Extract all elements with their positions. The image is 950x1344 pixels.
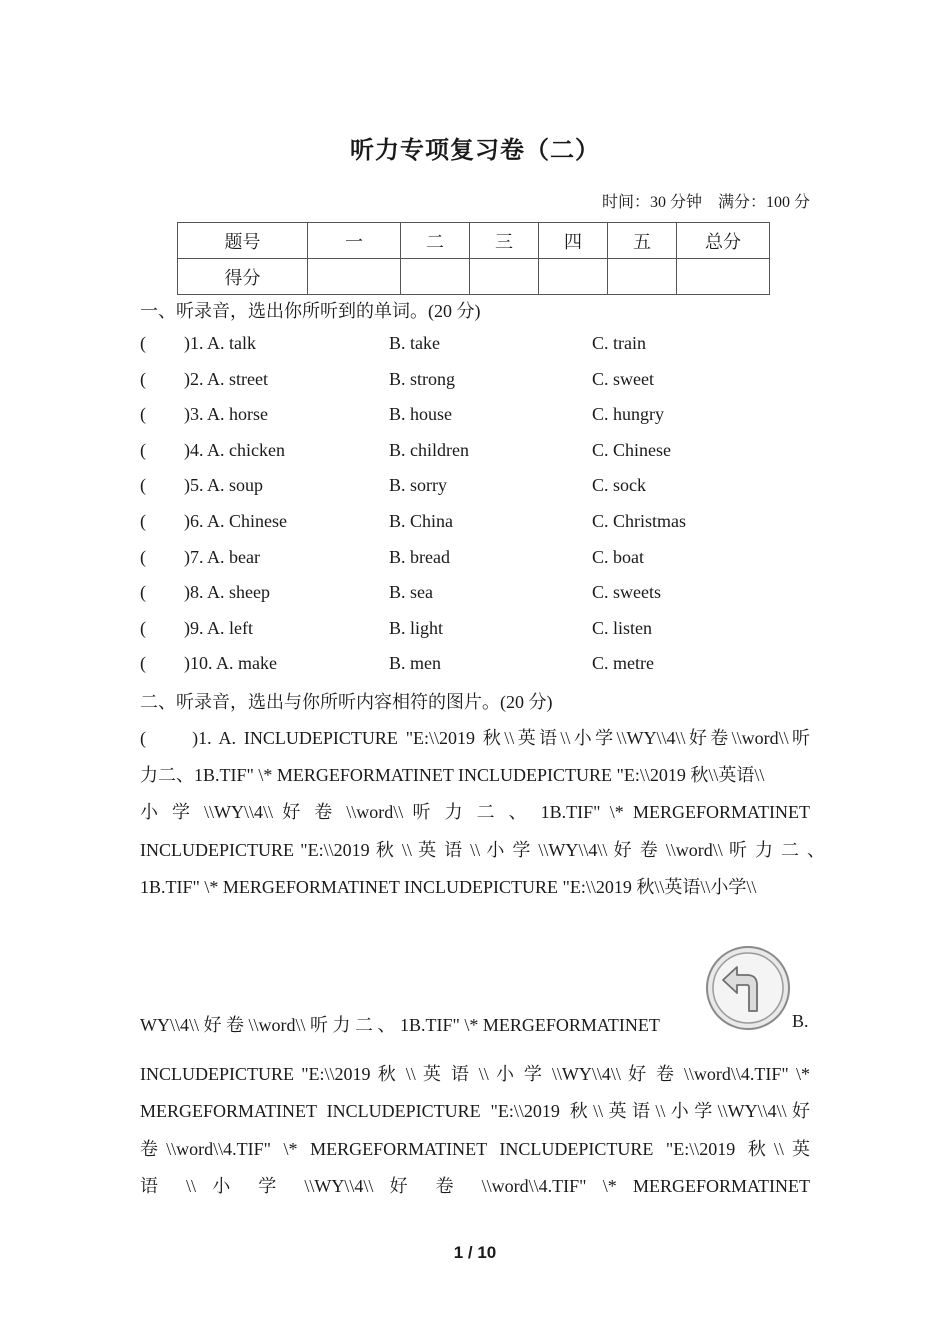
option-a: )5. A. soup	[184, 475, 264, 496]
section2-line: 1B.TIF" \* MERGEFORMATINET INCLUDEPICTURE "E:\\2019 秋\\英语\\小学\\	[140, 877, 757, 897]
score-cell: 四	[539, 223, 608, 259]
score-input-cell[interactable]	[677, 259, 770, 295]
section2-line: 语 \\ 小 学 \\WY\\4\\ 好 卷 \\word\\4.TIF" \* MERGEFORMATINET	[140, 1176, 810, 1196]
score-cell: 题号	[178, 223, 308, 259]
section2-line: 卷\\word\\4.TIF" \* MERGEFORMATINET INCLUDEPICTURE "E:\\2019 秋\\英	[140, 1139, 810, 1159]
option-a: )10. A. make	[184, 653, 277, 674]
answer-paren[interactable]: (	[140, 439, 146, 460]
answer-paren[interactable]: (	[140, 404, 146, 425]
option-c: C. Chinese	[592, 439, 671, 460]
option-a: )4. A. chicken	[184, 439, 285, 460]
section1-heading: 一、听录音，选出你所听到的单词。(20 分)	[140, 301, 481, 321]
option-c: C. Christmas	[592, 511, 687, 531]
option-c: C. sweet	[592, 368, 654, 389]
option-c: C. hungry	[592, 404, 664, 425]
page-number: 1 / 10	[453, 1243, 497, 1262]
option-b: B. children	[389, 439, 469, 460]
option-b: B. men	[389, 653, 441, 674]
score-input-cell[interactable]	[539, 259, 608, 295]
option-c: C. train	[592, 333, 646, 353]
score-input-cell[interactable]	[308, 259, 401, 295]
section2-line: ( )1. A. INCLUDEPICTURE "E:\\2019 秋\\英语\\小学\\WY\\4\\好卷\\word\\听	[140, 728, 810, 748]
question-row	[140, 511, 820, 537]
score-cell: 三	[470, 223, 539, 259]
option-b: B. bread	[389, 546, 450, 567]
section2-line: 小 学 \\WY\\4\\ 好 卷 \\word\\ 听 力 二 、 1B.TIF" \* MERGEFORMATINET	[140, 802, 810, 822]
question-row	[140, 369, 820, 395]
question-row	[140, 475, 820, 501]
section2-line: MERGEFORMATINET INCLUDEPICTURE "E:\\2019 秋\\英语\\小学\\WY\\4\\好	[140, 1101, 810, 1121]
question-row	[140, 618, 820, 644]
option-b: B. take	[389, 333, 440, 353]
answer-paren[interactable]: (	[140, 511, 146, 531]
answer-paren[interactable]: (	[140, 368, 146, 389]
option-c: C. sock	[592, 475, 646, 496]
option-b: B. China	[389, 511, 454, 531]
question-row	[140, 404, 820, 430]
score-cell: 总分	[677, 223, 770, 259]
score-table-score-row	[178, 259, 770, 295]
section2-line: WY\\4\\ 好 卷 \\word\\ 听 力 二 、 1B.TIF" \* MERGEFORMATINET	[140, 1015, 660, 1035]
option-b: B. light	[389, 617, 444, 638]
option-a: )8. A. sheep	[184, 582, 270, 603]
section2-line: 力二、1B.TIF" \* MERGEFORMATINET INCLUDEPICTURE "E:\\2019 秋\\英语\\	[140, 765, 765, 785]
section2-line: INCLUDEPICTURE "E:\\2019 秋 \\ 英 语 \\ 小 学 \\WY\\4\\ 好 卷 \\word\\ 听 力 二 、	[140, 840, 825, 860]
answer-paren[interactable]: (	[140, 617, 146, 638]
score-label-cell: 得分	[178, 259, 308, 295]
option-c: C. sweets	[592, 582, 661, 603]
score-input-cell[interactable]	[401, 259, 470, 295]
page-title: 听力专项复习卷（二）	[350, 138, 600, 164]
option-b: B. strong	[389, 368, 456, 389]
question-row	[140, 582, 820, 608]
option-c: C. metre	[592, 653, 654, 674]
section2-line: INCLUDEPICTURE "E:\\2019 秋 \\ 英 语 \\ 小 学 \\WY\\4\\ 好 卷 \\word\\4.TIF" \*	[140, 1064, 810, 1084]
option-a: )1. A. talk	[184, 333, 256, 353]
option-a: )9. A. left	[184, 617, 253, 638]
score-cell: 五	[608, 223, 677, 259]
section2-heading: 二、听录音，选出与你所听内容相符的图片。(20 分)	[140, 692, 553, 712]
answer-paren[interactable]: (	[140, 333, 146, 353]
turn-left-sign-icon	[705, 945, 791, 1031]
time-info: 时间：30 分钟 满分：100 分	[601, 194, 810, 211]
option-c: C. boat	[592, 546, 644, 567]
score-input-cell[interactable]	[470, 259, 539, 295]
option-a: )6. A. Chinese	[184, 511, 287, 531]
option-b: B. sea	[389, 582, 433, 603]
option-b: B. sorry	[389, 475, 447, 496]
option-a: )3. A. horse	[184, 404, 268, 425]
question-row	[140, 440, 820, 466]
option-c: C. listen	[592, 617, 653, 638]
score-table-header-row	[178, 223, 770, 259]
score-input-cell[interactable]	[608, 259, 677, 295]
option-b-label: B.	[792, 1011, 809, 1031]
answer-paren[interactable]: (	[140, 582, 146, 603]
score-cell: 二	[401, 223, 470, 259]
question-row	[140, 653, 820, 679]
answer-paren[interactable]: (	[140, 475, 146, 496]
score-cell: 一	[308, 223, 401, 259]
answer-paren[interactable]: (	[140, 653, 146, 674]
score-table	[177, 222, 770, 295]
question-row	[140, 333, 820, 359]
question-row	[140, 547, 820, 573]
answer-paren[interactable]: (	[140, 546, 146, 567]
option-a: )2. A. street	[184, 368, 268, 389]
option-b: B. house	[389, 404, 452, 425]
option-a: )7. A. bear	[184, 546, 260, 567]
